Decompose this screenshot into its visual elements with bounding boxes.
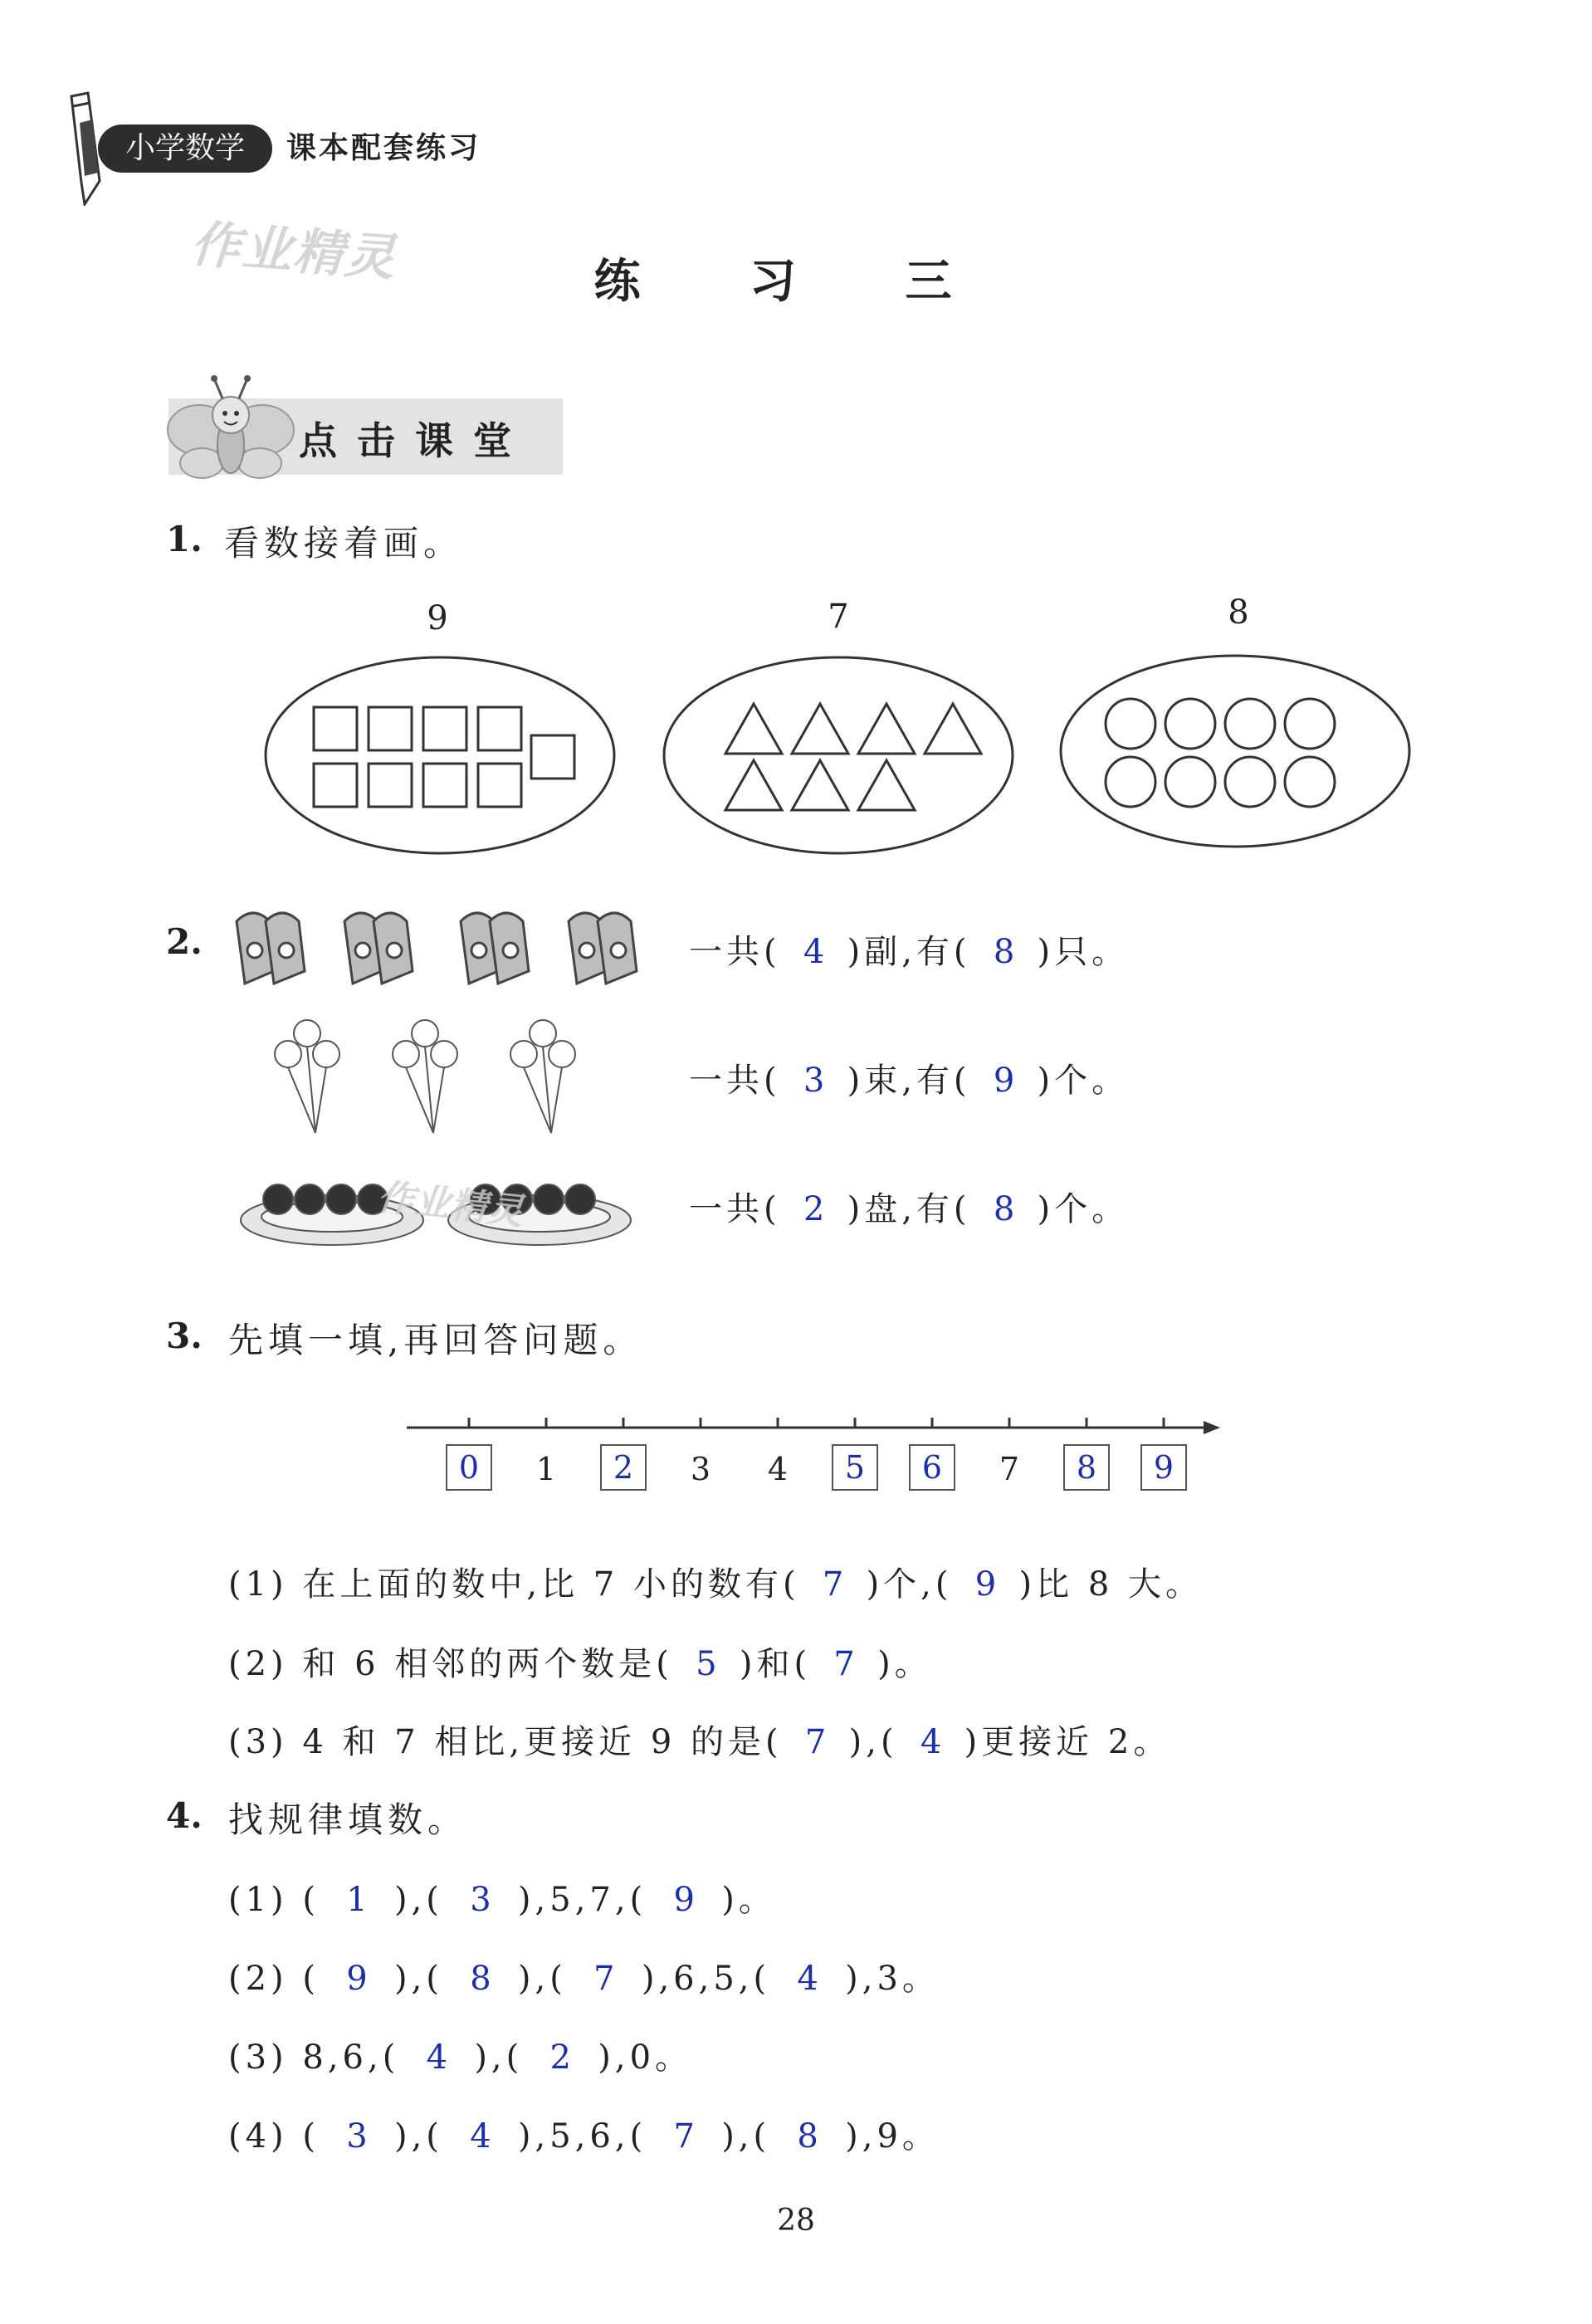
square — [478, 764, 521, 807]
q3-text: 先填一填,再回答问题。 — [228, 1320, 643, 1360]
triangle — [858, 704, 915, 754]
q1-shapes-figure — [257, 647, 1419, 863]
balloon-bunch — [510, 1020, 575, 1133]
triangles-oval — [664, 657, 1013, 853]
balloon-bunch — [393, 1020, 457, 1133]
section-title: 点击课堂 — [299, 418, 531, 463]
q2-row-mittens: 一共( 4 )副,有( 8 )只。 — [689, 933, 1130, 971]
answer-blank: 9 — [346, 1960, 368, 1998]
number-line-box: 6 — [909, 1444, 955, 1491]
q1-text: 看数接着画。 — [224, 523, 464, 564]
square — [423, 764, 466, 807]
answer-blank: 7 — [804, 1723, 827, 1761]
square — [369, 707, 412, 750]
triangle — [925, 704, 981, 754]
number-line-label: 4 — [767, 1451, 789, 1487]
answer-blank: 8 — [993, 933, 1015, 971]
q1-number: 1. — [166, 519, 203, 559]
answer-blank: 2 — [803, 1190, 825, 1228]
q2-number: 2. — [166, 921, 203, 962]
circle — [1165, 699, 1215, 749]
triangle — [858, 760, 915, 810]
q1-label-triangles: 7 — [828, 598, 849, 636]
balloon-bunch — [275, 1020, 339, 1133]
watermark: 作业精灵 — [375, 1175, 525, 1234]
q2-row-strawberries: 一共( 2 )盘,有( 8 )个。 — [689, 1190, 1130, 1228]
number-line-label: 3 — [690, 1451, 711, 1487]
q4-number: 4. — [166, 1795, 203, 1836]
q4-row4: (4) ( 3 ),( 4 ),5,6,( 7 ),( 8 ),9。 — [228, 2117, 940, 2156]
q4-row1: (1) ( 1 ),( 3 ),5,7,( 9 )。 — [228, 1881, 776, 1919]
page-number: 28 — [777, 2204, 815, 2238]
number-line-label: 7 — [999, 1451, 1020, 1487]
answer-blank: 8 — [470, 1960, 491, 1998]
butterfly-icon — [164, 372, 297, 488]
triangle — [792, 760, 848, 810]
answer-blank: 7 — [822, 1565, 844, 1604]
number-line-box: 0 — [446, 1444, 492, 1491]
number-line-box: 2 — [600, 1444, 647, 1491]
answer-blank: 7 — [833, 1645, 855, 1683]
answer-blank: 3 — [346, 2117, 368, 2156]
subject-badge: 小学数学 — [98, 124, 272, 173]
answer-blank: 4 — [920, 1723, 942, 1761]
q3-sub2: (2) 和 6 相邻的两个数是( 5 )和( 7 )。 — [228, 1645, 932, 1683]
square — [531, 735, 574, 779]
square — [314, 707, 357, 750]
answer-blank: 8 — [993, 1190, 1015, 1228]
squares-oval — [266, 657, 614, 853]
mittens-picture — [228, 905, 652, 996]
book-title: 课本配套练习 — [286, 131, 481, 165]
q3-sub3: (3) 4 和 7 相比,更接近 9 的是( 7 ),( 4 )更接近 2。 — [228, 1723, 1171, 1761]
q1-label-squares: 9 — [427, 599, 448, 637]
circle — [1285, 699, 1335, 749]
circles-oval — [1061, 656, 1409, 847]
mitten-pair — [461, 913, 529, 984]
q4-row2: (2) ( 9 ),( 8 ),( 7 ),6,5,( 4 ),3。 — [228, 1960, 940, 1998]
triangle — [792, 704, 848, 754]
q4-row3: (3) 8,6,( 4 ),( 2 ),0。 — [228, 2038, 693, 2077]
page-title: 练 习 三 — [593, 255, 999, 309]
answer-blank: 7 — [593, 1960, 615, 1998]
circle — [1106, 757, 1155, 807]
answer-blank: 2 — [549, 2038, 571, 2077]
answer-blank: 4 — [797, 1960, 818, 1998]
answer-blank: 9 — [974, 1565, 997, 1604]
q1-label-circles: 8 — [1228, 593, 1249, 632]
answer-blank: 7 — [673, 2117, 695, 2156]
square — [369, 764, 412, 807]
square — [314, 764, 357, 807]
q3-number: 3. — [166, 1316, 203, 1356]
triangle — [725, 704, 782, 754]
mitten-pair — [569, 913, 637, 984]
circle — [1285, 757, 1335, 807]
square — [423, 707, 466, 750]
answer-blank: 3 — [470, 1881, 491, 1919]
answer-blank: 8 — [797, 2117, 818, 2156]
circle — [1225, 757, 1275, 807]
circle — [1106, 699, 1155, 749]
answer-blank: 1 — [346, 1881, 368, 1919]
number-line-label: 1 — [535, 1451, 557, 1487]
answer-blank: 9 — [673, 1881, 695, 1919]
circle — [1165, 757, 1215, 807]
mitten-pair — [237, 913, 305, 984]
answer-blank: 9 — [993, 1062, 1015, 1100]
answer-blank: 4 — [470, 2117, 491, 2156]
number-line — [403, 1411, 1233, 1444]
answer-blank: 3 — [803, 1062, 825, 1100]
answer-blank: 4 — [426, 2038, 448, 2077]
number-line-box: 5 — [832, 1444, 878, 1491]
number-line-box: 8 — [1063, 1444, 1110, 1491]
q3-sub1: (1) 在上面的数中,比 7 小的数有( 7 )个,( 9 )比 8 大。 — [228, 1565, 1203, 1604]
balloons-picture — [270, 1017, 602, 1141]
answer-blank: 4 — [803, 933, 825, 971]
mitten-pair — [344, 913, 413, 984]
triangle — [725, 760, 782, 810]
q4-text: 找规律填数。 — [228, 1799, 468, 1840]
square — [478, 707, 521, 750]
answer-blank: 5 — [696, 1645, 717, 1683]
circle — [1225, 699, 1275, 749]
number-line-box: 9 — [1140, 1444, 1187, 1491]
q2-row-balloons: 一共( 3 )束,有( 9 )个。 — [689, 1062, 1130, 1100]
watermark: 作业精灵 — [188, 215, 398, 288]
